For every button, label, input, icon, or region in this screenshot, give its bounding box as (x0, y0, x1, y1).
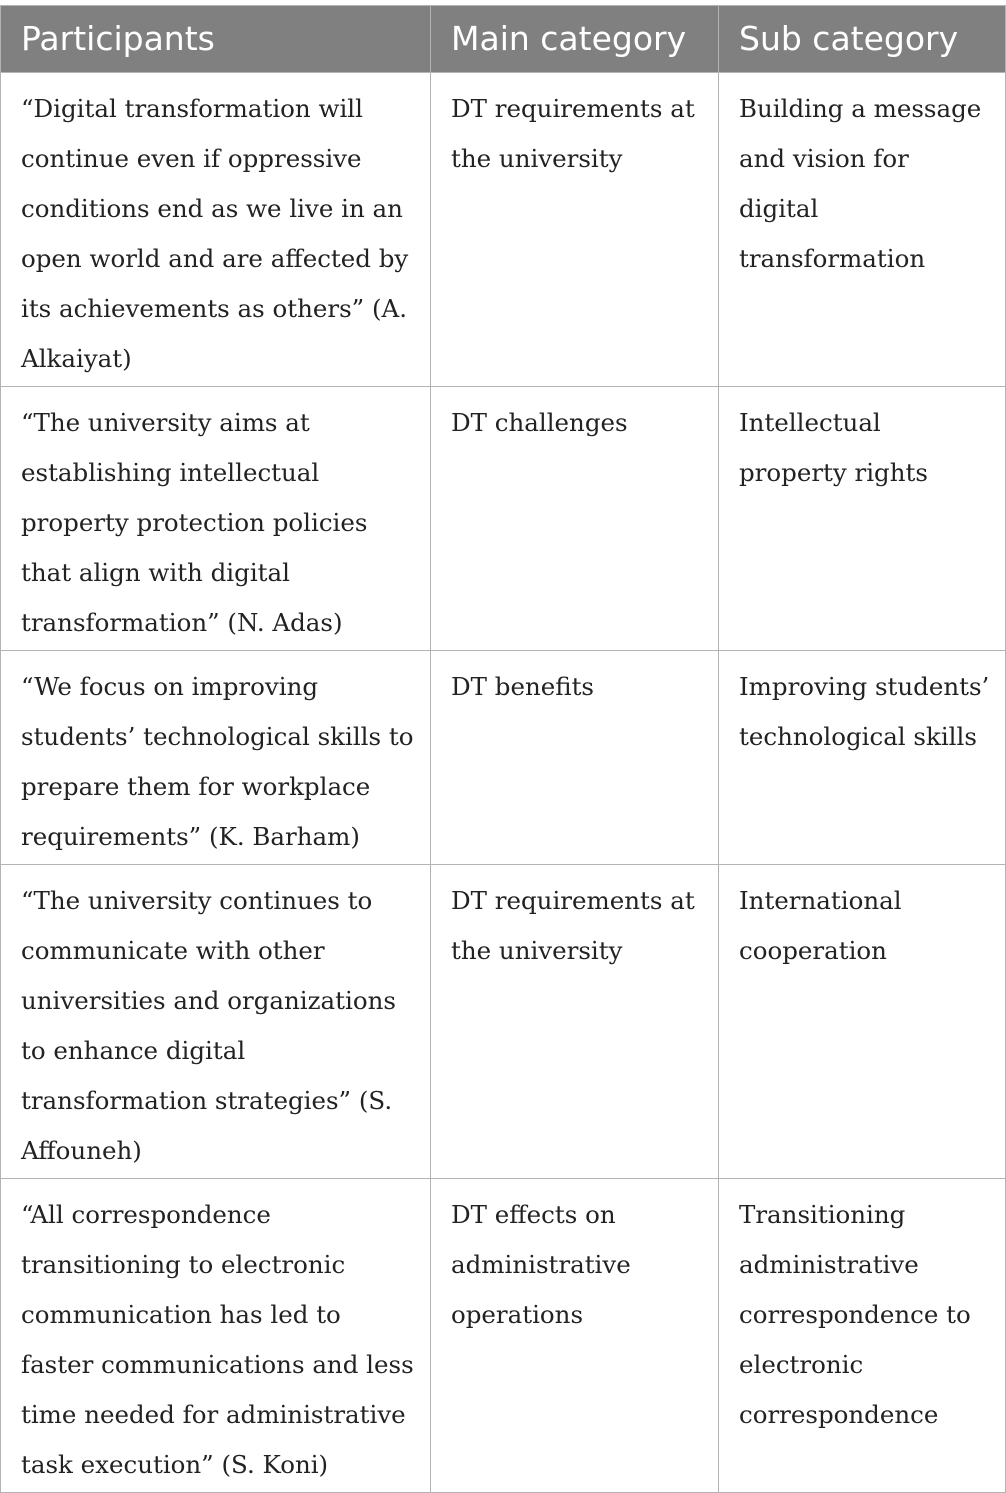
main-category-cell: DT effects on administrative operations (431, 1179, 719, 1493)
main-category-cell: DT challenges (431, 387, 719, 651)
participant-quote: “The university aims at establishing intellectual property protection policies that align with digital transformation” (N. Adas) (1, 387, 431, 651)
sub-category-cell: International cooperation (719, 865, 1006, 1179)
participant-quote: “We focus on improving students’ technological skills to prepare them for workplace requirements” (K. Barham) (1, 651, 431, 865)
participant-quote: “All correspondence transitioning to electronic communication has led to faster communications and less time needed for administrative task execution” (S. Koni) (1, 1179, 431, 1493)
header-participants: Participants (1, 6, 431, 73)
table-row (1, 73, 1006, 387)
sub-category-cell: Transitioning administrative correspondence to electronic correspondence (719, 1179, 1006, 1493)
sub-category-cell: Building a message and vision for digital transformation (719, 73, 1006, 387)
header-main-category: Main category (431, 6, 719, 73)
sub-category-cell: Intellectual property rights (719, 387, 1006, 651)
sub-category-cell: Improving students’ technological skills (719, 651, 1006, 865)
categories-table (0, 5, 1006, 1493)
table-row (1, 387, 1006, 651)
table-header (1, 6, 1006, 73)
table-row (1, 651, 1006, 865)
main-category-cell: DT requirements at the university (431, 865, 719, 1179)
header-sub-category: Sub category (719, 6, 1006, 73)
participant-quote: “Digital transformation will continue even if oppressive conditions end as we live in an open world and are affected by its achievements as others” (A. Alkaiyat) (1, 73, 431, 387)
main-category-cell: DT requirements at the university (431, 73, 719, 387)
header-row (1, 6, 1006, 73)
main-category-cell: DT benefits (431, 651, 719, 865)
participant-quote: “The university continues to communicate with other universities and organizations to enhance digital transformation strategies” (S. Affouneh) (1, 865, 431, 1179)
table-row (1, 1179, 1006, 1493)
table-body (1, 73, 1006, 1493)
table-row (1, 865, 1006, 1179)
